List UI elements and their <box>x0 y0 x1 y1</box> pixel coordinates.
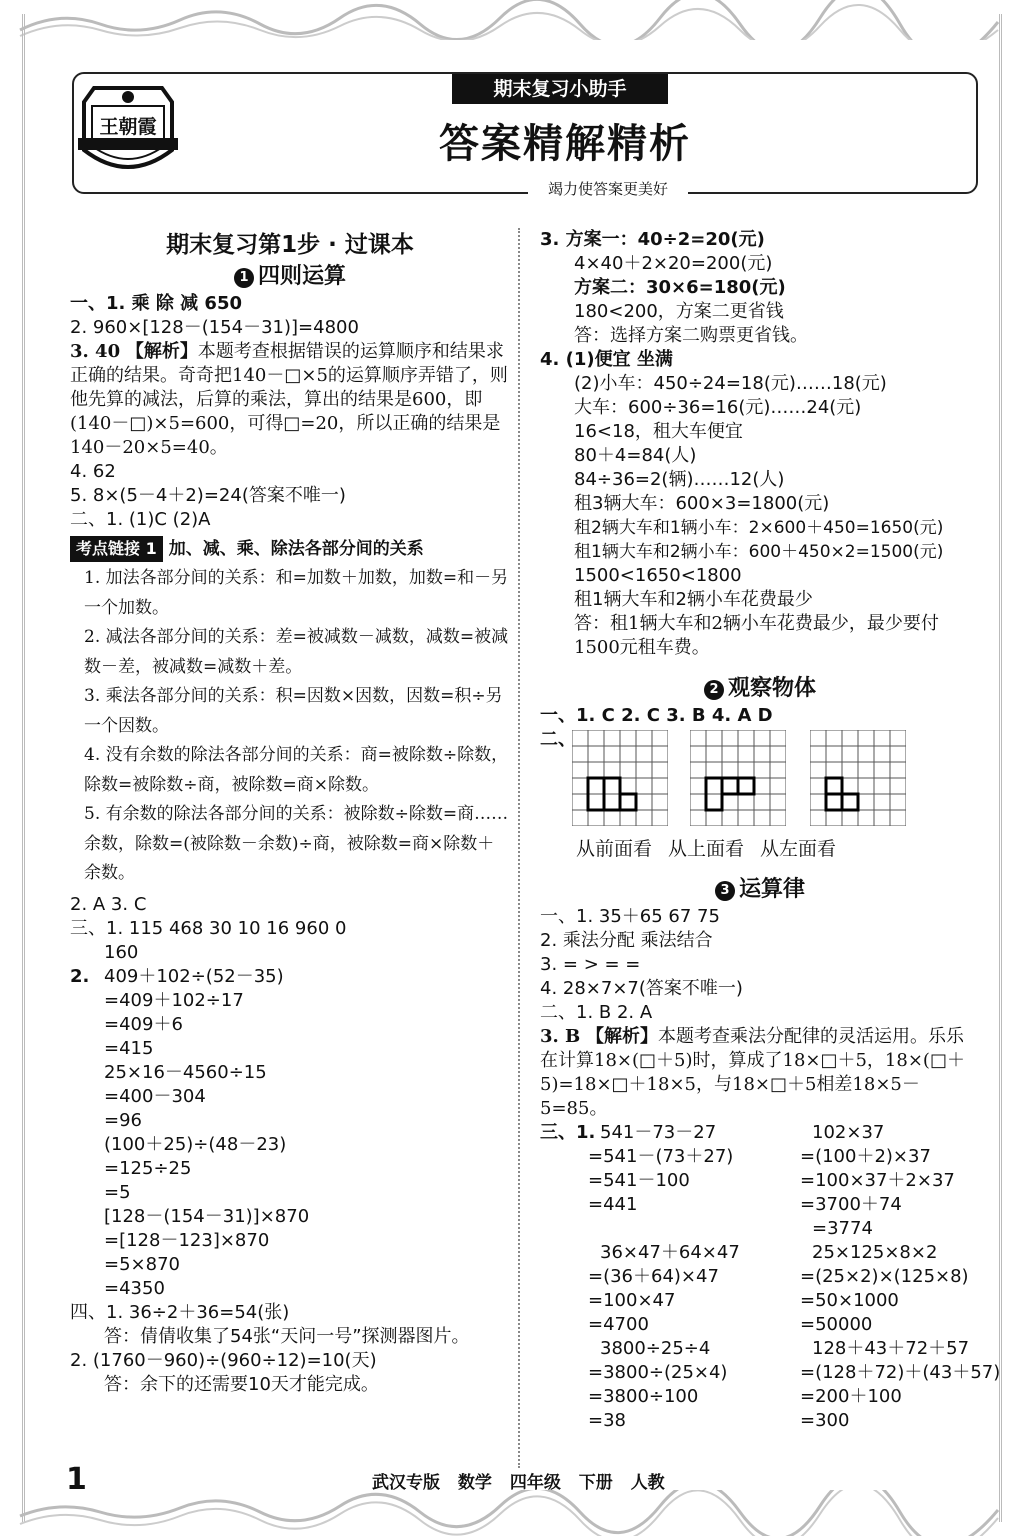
view-labels <box>576 834 980 861</box>
calc-line: =[128－123]×870 <box>104 1229 270 1251</box>
section-title-3: 3 运算律 <box>540 875 980 905</box>
right-column <box>540 228 1001 1433</box>
answer-line: 一、1. 乘 除 减 650 <box>70 293 243 314</box>
calc-line: 25×125×8×2 <box>812 1242 938 1263</box>
knowledge-point: 5. 有余数的除法各部分间的关系：被除数÷除数=商……余数，除数=(被除数－余数)÷商，被除数=商×除数＋余数。 <box>84 804 509 883</box>
answer-line: 80＋4=84(人) <box>574 445 697 466</box>
calc-line: 128＋43＋72＋57 <box>812 1338 970 1359</box>
calc-line: =(25×2)×(125×8) <box>800 1266 969 1287</box>
section-title-1: 1 四则运算 <box>70 262 510 292</box>
answer-line: 大车：600÷36=16(元)……24(元) <box>574 397 862 418</box>
calc-pair-row <box>588 1337 1000 1361</box>
view-grid-top <box>690 730 786 826</box>
answer-line: 二、1. B 2. A <box>540 1002 653 1023</box>
answer-line: 租1辆大车和2辆小车：600＋450×2=1500(元) <box>574 542 944 562</box>
calc-line: =4700 <box>588 1314 649 1335</box>
calc-line: =3774 <box>812 1218 873 1239</box>
calc-pair-row <box>588 1145 1000 1169</box>
view-label: 从左面看 <box>760 838 837 860</box>
calc-line: =5×870 <box>104 1253 180 1275</box>
answer-line: 160 <box>104 941 139 963</box>
header-motto: 竭力使答案更美好 <box>528 178 688 200</box>
calc-pair-row <box>588 1217 1000 1241</box>
answer-line: 16<18，租大车便宜 <box>574 421 743 442</box>
calc-line: 36×47＋64×47 <box>600 1242 740 1263</box>
logo-text: 王朝霞 <box>99 116 157 138</box>
calc-line: =300 <box>800 1410 850 1431</box>
view-label: 从上面看 <box>668 838 745 860</box>
calc-pair-row <box>588 1409 1000 1433</box>
calc-line: =541－(73＋27) <box>588 1146 734 1167</box>
footer-info: 武汉专版 数学 四年级 下册 人教 <box>372 1473 665 1493</box>
calc-line: =4350 <box>104 1277 165 1299</box>
left-column <box>70 228 510 1397</box>
calc-line: =100×37＋2×37 <box>800 1170 955 1191</box>
answer-line: 答：倩倩收集了54张“天问一号”探测器图片。 <box>104 1325 470 1347</box>
answer-line: 3. = > = = <box>540 954 641 975</box>
header-title: 答案精解精析 <box>439 121 691 167</box>
page-number: 1 <box>66 1462 87 1497</box>
answer-line: 180<200，方案二更省钱 <box>574 301 784 322</box>
calc-line: =125÷25 <box>104 1157 192 1179</box>
calc-line: =409＋6 <box>104 1013 183 1035</box>
answer-line: 4. 62 <box>70 461 116 482</box>
calc-line: =400－304 <box>104 1085 206 1107</box>
answer-line: 租1辆大车和2辆小车花费最少 <box>574 589 813 610</box>
calc-line: =50×1000 <box>800 1290 899 1311</box>
answer-line: 答：租1辆大车和2辆小车花费最少，最少要付1500元租车费。 <box>574 613 939 658</box>
answer-line: 答：选择方案二购票更省钱。 <box>574 325 808 346</box>
view-grids: 二、 <box>540 728 980 826</box>
column-divider <box>518 228 520 1468</box>
view-grid-left <box>810 730 906 826</box>
answer-line: 2. 960×[128－(154－31)]=4800 <box>70 317 359 338</box>
answer-line: 一、1. C 2. C 3. B 4. A D <box>540 705 773 726</box>
calc-line: =5 <box>104 1181 131 1203</box>
calc-block: 2. 409＋102÷(52－35) =409＋102÷17 =409＋6 =415 25×16－4560÷15 =400－304 =96 (100＋25)÷(48－23) =125÷25 =5 [128－(154－31)]×870 =[128－123]×870 =5×870 =4350 <box>70 965 310 1299</box>
answer-line: 三、1. 115 468 30 10 16 960 0 <box>70 917 347 939</box>
calc-line: 541－73－27 <box>600 1122 717 1143</box>
calc-line: =441 <box>588 1194 638 1215</box>
calc-line: (100＋25)÷(48－23) <box>104 1133 287 1155</box>
calc-line: =3800÷100 <box>588 1386 699 1407</box>
view-grid-front <box>572 730 668 826</box>
answer-line: 2. A 3. C <box>70 893 147 915</box>
calc-line: =96 <box>104 1109 142 1131</box>
calc-line <box>588 1217 812 1241</box>
answer-line: 4. (1)便宜 坐满 <box>540 349 673 370</box>
answer-line: 租3辆大车：600×3=1800(元) <box>574 493 830 514</box>
calc-line: =(128＋72)＋(43＋57) <box>800 1362 1001 1383</box>
knowledge-point: 3. 乘法各部分间的关系：积=因数×因数，因数=积÷另一个因数。 <box>84 686 503 736</box>
calc-line: =409＋102÷17 <box>104 989 244 1011</box>
answer-line: 租2辆大车和1辆小车：2×600＋450=1650(元) <box>574 518 944 538</box>
calc-pair-row <box>588 1193 1000 1217</box>
bottom-border-decoration <box>0 1490 1018 1536</box>
calc-line: =3800÷(25×4) <box>588 1362 728 1383</box>
section-title-2: 2 观察物体 <box>540 674 980 704</box>
knowledge-point: 2. 减法各部分间的关系：差=被减数－减数，减数=被减数－差，被减数=减数＋差。 <box>84 627 509 677</box>
section-number-badge: 1 <box>234 268 254 288</box>
answer-line: (2)小车：450÷24=18(元)……18(元) <box>574 373 887 394</box>
calc-line: [128－(154－31)]×870 <box>104 1205 310 1227</box>
calc-pair-row <box>588 1289 1000 1313</box>
answer-line: 5. 8×(5－4＋2)=24(答案不唯一) <box>70 485 346 506</box>
answer-line: 一、1. 35＋65 67 75 <box>540 906 720 927</box>
calc-pairs: 三、1. 541－73－27 102×37 =541－(73＋27) =(100＋2)×37 =541－100 =100×37＋2×37 =441 =3700＋74 =3774 36×47＋64×47 25×125×8×2 =(36＋64)×47 =(25×2)×(125×8) =100×47 =50×1000 =4700 =50000 3800÷25÷4 128＋43＋72＋57 =3800÷(25×4) =(128＋72)＋(43＋57) =3800÷100 =200＋100 =38 =300 <box>540 1122 1001 1431</box>
knowledge-link-tag: 考点链接 1 <box>70 536 163 562</box>
answer-line: 答：余下的还需要10天才能完成。 <box>104 1373 379 1395</box>
section-number-badge: 2 <box>704 680 724 700</box>
calc-line: 409＋102÷(52－35) <box>104 965 284 987</box>
calc-pair-row <box>588 1361 1000 1385</box>
calc-line: =100×47 <box>588 1290 676 1311</box>
calc-pair-row <box>588 1169 1000 1193</box>
answer-line: 二、1. (1)C (2)A <box>70 509 211 530</box>
answer-line: 4. 28×7×7(答案不唯一) <box>540 978 743 999</box>
calc-line: =415 <box>104 1037 154 1059</box>
calc-line: =50000 <box>800 1314 873 1335</box>
main-title: 期末复习第1步 · 过课本 <box>166 232 414 258</box>
answer-line: 4×40＋2×20=200(元) <box>574 253 773 274</box>
answer-line: 2. (1760－960)÷(960÷12)=10(天) <box>70 1349 377 1371</box>
knowledge-point: 1. 加法各部分间的关系：和=加数＋加数，加数=和－另一个加数。 <box>84 568 509 618</box>
calc-pair-row <box>588 1241 1000 1265</box>
answer-line: 84÷36=2(辆)……12(人) <box>574 469 785 490</box>
answer-line: 3. 方案一：40÷2=20(元) <box>540 229 765 250</box>
calc-line: 3800÷25÷4 <box>600 1338 711 1359</box>
section-number-badge: 3 <box>715 881 735 901</box>
view-label: 从前面看 <box>576 838 653 860</box>
calc-pair-row <box>588 1121 1000 1145</box>
calc-pair-row <box>588 1313 1000 1337</box>
answer-line: 1500<1650<1800 <box>574 565 742 586</box>
knowledge-link-header: 考点链接 1 加、减、乘、除法各部分间的关系 <box>70 536 510 562</box>
calc-pair-row <box>588 1385 1000 1409</box>
calc-line: =3700＋74 <box>800 1194 902 1215</box>
calc-line: =38 <box>588 1410 626 1431</box>
calc-line: 25×16－4560÷15 <box>104 1061 267 1083</box>
answer-line: 四、1. 36÷2＋36=54(张) <box>70 1301 290 1323</box>
calc-pair-row <box>588 1265 1000 1289</box>
calc-line: =(100＋2)×37 <box>800 1146 931 1167</box>
header-tag: 期末复习小助手 <box>452 74 668 104</box>
answer-line: 方案二：30×6=180(元) <box>574 277 786 298</box>
knowledge-point: 4. 没有余数的除法各部分间的关系：商=被除数÷除数，除数=被除数÷商，被除数=商×除数。 <box>84 745 509 795</box>
calc-line: 102×37 <box>812 1122 885 1143</box>
calc-line: =(36＋64)×47 <box>588 1266 719 1287</box>
analysis-paragraph: 3. B 【解析】本题考查乘法分配律的灵活运用。乐乐在计算18×(□＋5)时，算成了18×□＋5，18×(□＋5)=18×□＋18×5，与18×□＋5相差18×5－5=85。 <box>540 1026 965 1119</box>
answer-line: 2. 乘法分配 乘法结合 <box>540 930 713 951</box>
calc-line: =541－100 <box>588 1170 690 1191</box>
analysis-paragraph: 3. 40 【解析】本题考查根据错误的运算顺序和结果求正确的结果。奇奇把140－□×5的运算顺序弄错了，则他先算的减法，后算的乘法，算出的结果是600，即(140－□)×5=600，可得□=20，所以正确的结果是140－20×5=40。 <box>70 341 508 458</box>
calc-line: =200＋100 <box>800 1386 902 1407</box>
